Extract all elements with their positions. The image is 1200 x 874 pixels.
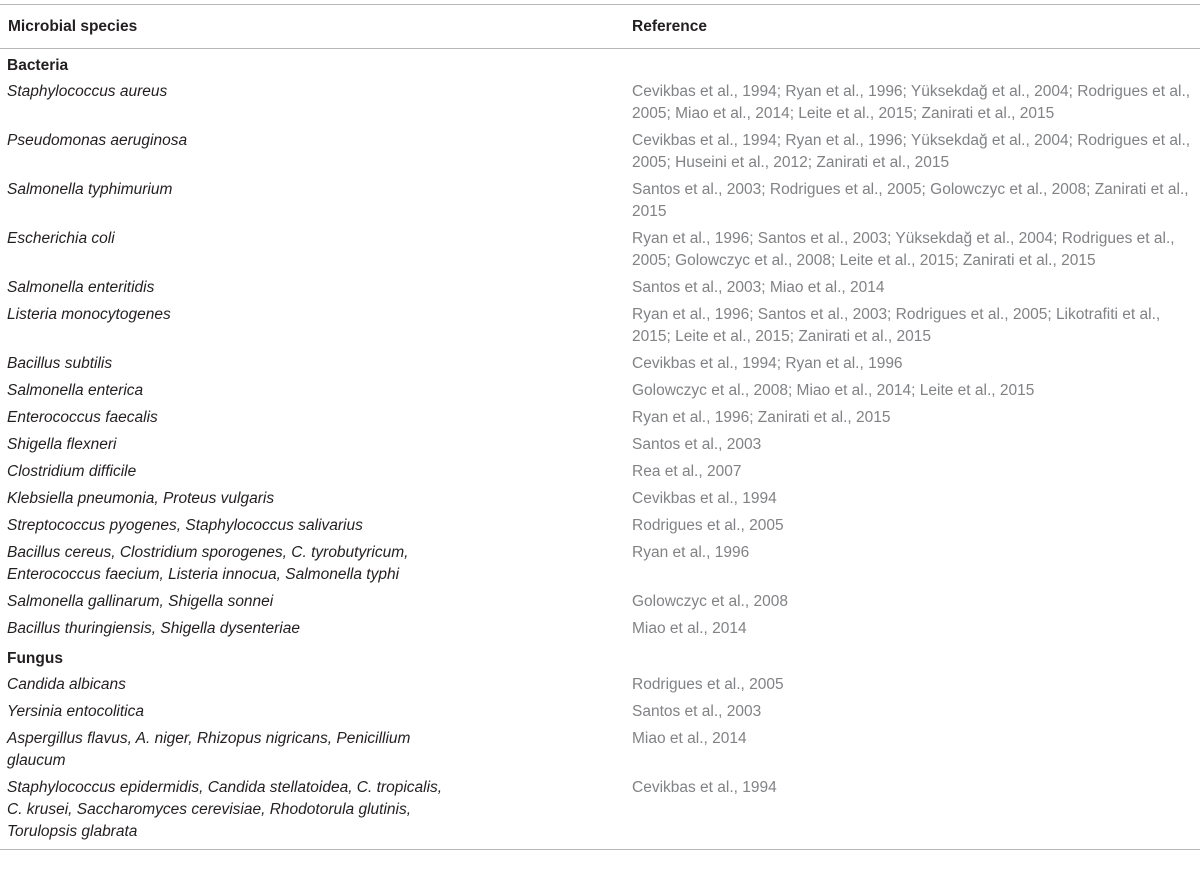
reference-cell: Golowczyc et al., 2008 [632,593,788,610]
species-cell: Escherichia coli [7,230,115,247]
reference-cell: Santos et al., 2003 [632,703,762,720]
group-label: Bacteria [7,57,69,74]
species-cell: Clostridium difficile [7,463,137,480]
group-row [0,49,1200,80]
reference-cell: Cevikbas et al., 1994; Ryan et al., 1996 [632,355,903,372]
reference-cell: Cevikbas et al., 1994 [632,490,777,507]
table-row [0,775,1200,850]
species-cell: Bacillus thuringiensis, Shigella dysenteriae [7,620,300,637]
table-row [0,540,1200,589]
species-cell: Enterococcus faecalis [7,409,158,426]
group-row [0,643,1200,672]
reference-cell: Rea et al., 2007 [632,463,742,480]
table-row [0,459,1200,486]
table-row [0,432,1200,459]
group-label: Fungus [7,650,63,667]
table-row [0,513,1200,540]
table-row [0,275,1200,302]
species-cell: Staphylococcus aureus [7,83,168,100]
reference-cell: Golowczyc et al., 2008; Miao et al., 2014; Leite et al., 2015 [632,382,1035,399]
table-row [0,726,1200,775]
table-row [0,226,1200,275]
microbial-species-table [0,4,1200,850]
species-cell: Salmonella gallinarum, Shigella sonnei [7,593,274,610]
reference-cell: Ryan et al., 1996; Santos et al., 2003; Rodrigues et al., 2005; Likotrafiti et al., 2015; Leite et al., 2015; Zanirati et al., 2015 [632,306,1161,345]
table-row [0,616,1200,643]
table-header [0,5,1200,49]
reference-cell: Ryan et al., 1996; Zanirati et al., 2015 [632,409,891,426]
reference-cell: Rodrigues et al., 2005 [632,517,784,534]
reference-cell: Miao et al., 2014 [632,730,747,747]
reference-cell: Rodrigues et al., 2005 [632,676,784,693]
reference-cell: Ryan et al., 1996; Santos et al., 2003; Yüksekdağ et al., 2004; Rodrigues et al., 2005; Golowczyc et al., 2008; Leite et al., 2015; Zanirati et al., 2015 [632,230,1175,269]
table-row [0,128,1200,177]
header-row [0,5,1200,49]
species-cell: Salmonella enterica [7,382,144,399]
reference-cell: Santos et al., 2003 [632,436,762,453]
table-body [0,49,1200,850]
species-cell: Streptococcus pyogenes, Staphylococcus salivarius [7,517,363,534]
reference-cell: Santos et al., 2003; Rodrigues et al., 2005; Golowczyc et al., 2008; Zanirati et al., 2015 [632,181,1189,220]
species-cell: Bacillus cereus, Clostridium sporogenes, C. tyrobutyricum, Enterococcus faecium, Listeria innocua, Salmonella typhi [7,544,409,583]
reference-cell: Ryan et al., 1996 [632,544,750,561]
species-cell: Bacillus subtilis [7,355,113,372]
column-header-species: Microbial species [0,5,624,49]
species-cell: Staphylococcus epidermidis, Candida stellatoidea, C. tropicalis, C. krusei, Saccharomyces cerevisiae, Rhodotorula glutinis, Torulopsis glabrata [0,775,624,850]
reference-cell: Cevikbas et al., 1994; Ryan et al., 1996; Yüksekdağ et al., 2004; Rodrigues et al., 2005; Huseini et al., 2012; Zanirati et al., 2015 [632,132,1191,171]
species-cell: Salmonella typhimurium [7,181,173,198]
species-cell: Candida albicans [7,676,126,693]
species-cell: Pseudomonas aeruginosa [7,132,188,149]
table-row [0,79,1200,128]
table-row [0,378,1200,405]
table-row [0,177,1200,226]
species-cell: Salmonella enteritidis [7,279,155,296]
species-cell: Listeria monocytogenes [7,306,171,323]
reference-cell: Miao et al., 2014 [632,620,747,637]
species-cell: Aspergillus flavus, A. niger, Rhizopus nigricans, Penicillium glaucum [7,730,411,769]
table-row [0,351,1200,378]
species-cell: Yersinia entocolitica [7,703,144,720]
species-cell: Klebsiella pneumonia, Proteus vulgaris [7,490,275,507]
reference-cell: Santos et al., 2003; Miao et al., 2014 [632,279,885,296]
species-cell: Shigella flexneri [7,436,117,453]
table-row [0,699,1200,726]
column-header-reference: Reference [624,5,1200,49]
table-row [0,302,1200,351]
table-row [0,672,1200,699]
table-row [0,405,1200,432]
table-row [0,486,1200,513]
table-row [0,589,1200,616]
reference-cell: Cevikbas et al., 1994; Ryan et al., 1996; Yüksekdağ et al., 2004; Rodrigues et al., 2005; Miao et al., 2014; Leite et al., 2015; Zanirati et al., 2015 [632,83,1191,122]
reference-cell: Cevikbas et al., 1994 [624,775,1200,850]
